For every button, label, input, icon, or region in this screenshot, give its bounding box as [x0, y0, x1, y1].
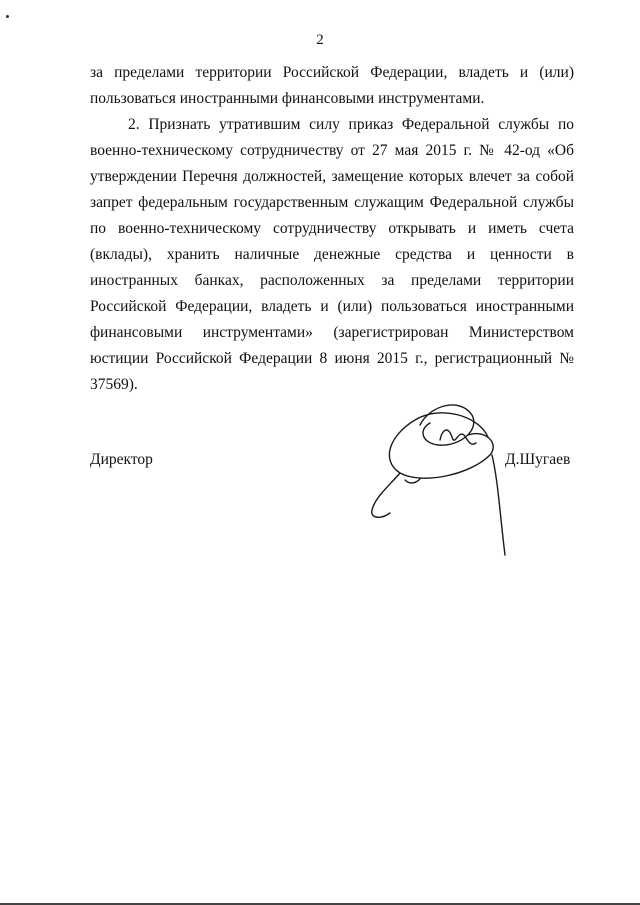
- signatory-position: Директор: [90, 451, 153, 468]
- page-number: 2: [316, 32, 324, 48]
- paragraph-continuation: за пределами территории Российской Федерации, владеть и (или) пользоваться иностранными финансовыми инструментами.: [90, 64, 574, 107]
- paragraph-item-2: 2. Признать утратившим силу приказ Федеральной службы по военно-техническому сотрудничеству от 27 мая 2015 г. № 42-од «Об утверждении Перечня должностей, замещение которых влечет за собой запрет федеральным государственным служащим Федеральной службы по военно-техническому сотрудничеству открывать и иметь счета (вклады), хранить наличные денежные средства и ценности в иностранных банках, расположенных за пределами территории Российской Федерации, владеть и (или) пользоваться иностранными финансовыми инструментами» (зарегистрирован Министерством юстиции Российской Федерации 8 июня 2015 г., регистрационный № 37569).: [90, 116, 574, 393]
- signatory-name: Д.Шугаев: [505, 451, 571, 468]
- handwritten-signature: [360, 385, 510, 575]
- scan-mark: [6, 15, 9, 18]
